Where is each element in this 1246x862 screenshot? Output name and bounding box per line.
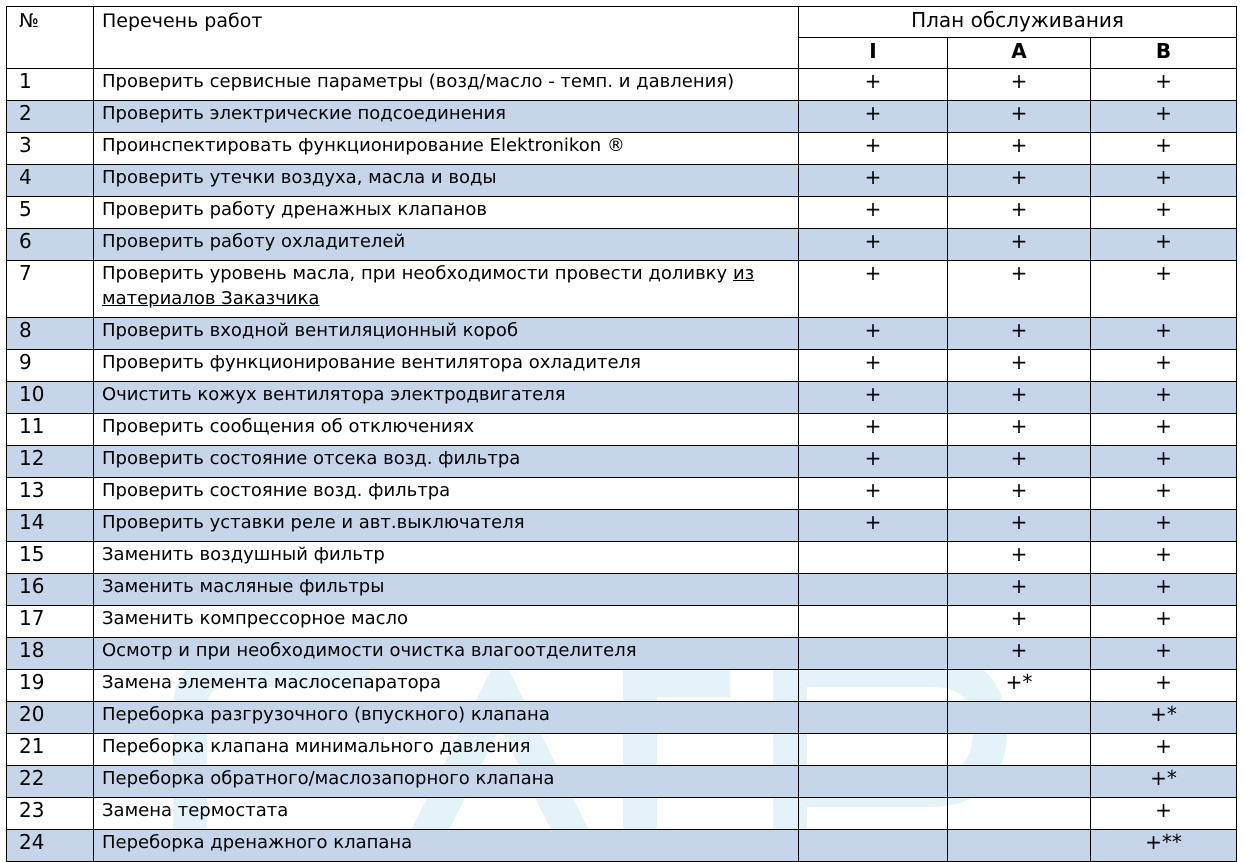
mark-a xyxy=(948,734,1091,766)
mark-b-value: + xyxy=(1155,734,1172,758)
row-number: 7 xyxy=(7,261,94,318)
mark-b xyxy=(1091,830,1237,862)
mark-i-value: + xyxy=(864,165,882,189)
mark-a-value: + xyxy=(1010,638,1028,662)
header-col-a: A xyxy=(948,38,1091,69)
mark-b-value: +** xyxy=(1145,830,1182,854)
mark-i xyxy=(799,798,948,830)
mark-b-value: + xyxy=(1155,798,1172,822)
header-col-b: B xyxy=(1091,38,1237,69)
mark-a xyxy=(948,318,1091,350)
mark-b-value: + xyxy=(1155,606,1172,630)
mark-b xyxy=(1091,261,1237,318)
mark-a xyxy=(948,382,1091,414)
row-number: 24 xyxy=(7,830,94,862)
row-number: 12 xyxy=(7,446,94,478)
row-task: Очистить кожух вентилятора электродвигателя xyxy=(94,382,799,414)
row-number: 3 xyxy=(7,133,94,165)
row-number: 18 xyxy=(7,638,94,670)
mark-i xyxy=(799,510,948,542)
mark-b xyxy=(1091,133,1237,165)
table-row xyxy=(7,197,1237,229)
table-row xyxy=(7,261,1237,318)
row-task: Проверить электрические подсоединения xyxy=(94,101,799,133)
mark-b-value: + xyxy=(1155,510,1172,534)
mark-i-value: + xyxy=(864,510,882,534)
mark-b xyxy=(1091,382,1237,414)
mark-a xyxy=(948,165,1091,197)
mark-a xyxy=(948,414,1091,446)
mark-b-value: + xyxy=(1155,101,1172,125)
row-number: 20 xyxy=(7,702,94,734)
mark-b-value: + xyxy=(1155,446,1172,470)
mark-i xyxy=(799,478,948,510)
mark-b xyxy=(1091,414,1237,446)
mark-b xyxy=(1091,638,1237,670)
mark-a xyxy=(948,510,1091,542)
mark-a-value: + xyxy=(1010,350,1028,374)
row-task: Переборка дренажного клапана xyxy=(94,830,799,862)
header-col-i: I xyxy=(799,38,948,69)
mark-b xyxy=(1091,798,1237,830)
mark-a-value: + xyxy=(1010,414,1028,438)
mark-i xyxy=(799,446,948,478)
row-number: 5 xyxy=(7,197,94,229)
mark-a-value: + xyxy=(1010,318,1028,342)
mark-a-value: + xyxy=(1010,478,1028,502)
table-row xyxy=(7,766,1237,798)
row-task: Проверить функционирование вентилятора охладителя xyxy=(94,350,799,382)
mark-i xyxy=(799,574,948,606)
row-number: 15 xyxy=(7,542,94,574)
mark-i xyxy=(799,702,948,734)
mark-a-value: +* xyxy=(1005,670,1033,694)
mark-a-value: + xyxy=(1010,510,1028,534)
row-number: 19 xyxy=(7,670,94,702)
row-task: Переборка клапана минимального давления xyxy=(94,734,799,766)
mark-i-value: + xyxy=(864,229,882,253)
row-task: Проверить входной вентиляционный короб xyxy=(94,318,799,350)
mark-a-value: + xyxy=(1010,197,1028,221)
mark-b-value: + xyxy=(1155,69,1172,93)
mark-i xyxy=(799,261,948,318)
mark-b xyxy=(1091,670,1237,702)
row-task: Заменить компрессорное масло xyxy=(94,606,799,638)
mark-i xyxy=(799,542,948,574)
row-number: 21 xyxy=(7,734,94,766)
mark-b xyxy=(1091,69,1237,101)
row-task-underlined: из материалов Заказчика xyxy=(102,263,755,309)
mark-b-value: + xyxy=(1155,478,1172,502)
mark-b xyxy=(1091,101,1237,133)
mark-i xyxy=(799,229,948,261)
mark-a xyxy=(948,542,1091,574)
mark-a xyxy=(948,702,1091,734)
mark-a-value: + xyxy=(1010,229,1028,253)
header-service-plan: План обслуживания xyxy=(799,7,1237,38)
row-number: 4 xyxy=(7,165,94,197)
row-task xyxy=(94,261,799,318)
mark-i-value: + xyxy=(864,446,882,470)
mark-b xyxy=(1091,766,1237,798)
mark-a xyxy=(948,606,1091,638)
mark-a xyxy=(948,670,1091,702)
mark-i xyxy=(799,414,948,446)
row-number: 2 xyxy=(7,101,94,133)
mark-a xyxy=(948,478,1091,510)
mark-b xyxy=(1091,734,1237,766)
table-row xyxy=(7,69,1237,101)
table-row xyxy=(7,133,1237,165)
row-task: Переборка разгрузочного (впускного) клапана xyxy=(94,702,799,734)
table-row xyxy=(7,702,1237,734)
mark-i-value: + xyxy=(864,318,882,342)
mark-i-value: + xyxy=(864,350,882,374)
mark-i-value: + xyxy=(864,101,882,125)
mark-b-value: + xyxy=(1155,638,1172,662)
mark-a-value: + xyxy=(1010,574,1028,598)
mark-b-value: + xyxy=(1155,414,1172,438)
mark-i xyxy=(799,165,948,197)
row-number: 13 xyxy=(7,478,94,510)
mark-b xyxy=(1091,229,1237,261)
mark-a-value: + xyxy=(1010,69,1028,93)
mark-i xyxy=(799,382,948,414)
mark-a xyxy=(948,830,1091,862)
row-task: Замена элемента маслосепаратора xyxy=(94,670,799,702)
mark-a xyxy=(948,798,1091,830)
mark-b-value: + xyxy=(1155,318,1172,342)
mark-a-value: + xyxy=(1010,542,1028,566)
mark-i xyxy=(799,318,948,350)
table-row xyxy=(7,670,1237,702)
mark-i xyxy=(799,133,948,165)
mark-a-value: + xyxy=(1010,133,1028,157)
mark-a xyxy=(948,350,1091,382)
mark-a xyxy=(948,229,1091,261)
mark-b xyxy=(1091,606,1237,638)
mark-a-value: + xyxy=(1010,606,1028,630)
mark-i xyxy=(799,350,948,382)
mark-a-value: + xyxy=(1010,382,1028,406)
row-number: 9 xyxy=(7,350,94,382)
table-row xyxy=(7,574,1237,606)
table-row xyxy=(7,350,1237,382)
row-number: 22 xyxy=(7,766,94,798)
mark-i xyxy=(799,197,948,229)
table-row xyxy=(7,478,1237,510)
row-number: 16 xyxy=(7,574,94,606)
mark-b xyxy=(1091,702,1237,734)
row-task: Проверить сообщения об отключениях xyxy=(94,414,799,446)
row-task: Заменить масляные фильтры xyxy=(94,574,799,606)
table-row xyxy=(7,638,1237,670)
mark-i-value: + xyxy=(864,69,882,93)
mark-a xyxy=(948,638,1091,670)
table-row xyxy=(7,165,1237,197)
mark-i xyxy=(799,830,948,862)
mark-i-value: + xyxy=(864,197,882,221)
row-number: 8 xyxy=(7,318,94,350)
mark-i xyxy=(799,766,948,798)
mark-b-value: + xyxy=(1155,542,1172,566)
row-task: Проверить работу охладителей xyxy=(94,229,799,261)
mark-i-value: + xyxy=(864,382,882,406)
mark-i xyxy=(799,638,948,670)
mark-b-value: + xyxy=(1155,197,1172,221)
table-row xyxy=(7,830,1237,862)
row-task: Проверить работу дренажных клапанов xyxy=(94,197,799,229)
mark-b-value: + xyxy=(1155,382,1172,406)
row-number: 1 xyxy=(7,69,94,101)
mark-a xyxy=(948,133,1091,165)
mark-b xyxy=(1091,510,1237,542)
mark-b xyxy=(1091,446,1237,478)
table-row xyxy=(7,382,1237,414)
row-task-text: Проверить уровень масла, при необходимости провести доливку xyxy=(102,263,733,284)
mark-b-value: + xyxy=(1155,229,1172,253)
mark-a xyxy=(948,101,1091,133)
mark-b-value: + xyxy=(1155,165,1172,189)
mark-a xyxy=(948,261,1091,318)
mark-b xyxy=(1091,165,1237,197)
row-task: Замена термостата xyxy=(94,798,799,830)
mark-b-value: + xyxy=(1155,133,1172,157)
table-row xyxy=(7,229,1237,261)
mark-i xyxy=(799,101,948,133)
mark-i-value: + xyxy=(864,414,882,438)
mark-b xyxy=(1091,350,1237,382)
mark-b-value: + xyxy=(1155,574,1172,598)
mark-b xyxy=(1091,478,1237,510)
row-task: Заменить воздушный фильтр xyxy=(94,542,799,574)
mark-i xyxy=(799,670,948,702)
mark-i xyxy=(799,606,948,638)
header-number: № xyxy=(7,7,94,69)
row-number: 10 xyxy=(7,382,94,414)
mark-b xyxy=(1091,318,1237,350)
row-number: 11 xyxy=(7,414,94,446)
mark-i-value: + xyxy=(864,261,882,285)
mark-a xyxy=(948,574,1091,606)
table-row xyxy=(7,318,1237,350)
maintenance-table xyxy=(6,6,1237,862)
row-task: Проверить сервисные параметры (возд/масло - темп. и давления) xyxy=(94,69,799,101)
row-number: 6 xyxy=(7,229,94,261)
row-task: Проверить состояние отсека возд. фильтра xyxy=(94,446,799,478)
mark-a-value: + xyxy=(1010,261,1028,285)
mark-b xyxy=(1091,542,1237,574)
mark-i xyxy=(799,69,948,101)
mark-a xyxy=(948,766,1091,798)
mark-i xyxy=(799,734,948,766)
mark-b-value: + xyxy=(1155,261,1172,285)
mark-i-value: + xyxy=(864,133,882,157)
mark-b-value: + xyxy=(1155,670,1172,694)
table-row xyxy=(7,446,1237,478)
mark-i-value: + xyxy=(864,478,882,502)
mark-a xyxy=(948,446,1091,478)
row-number: 14 xyxy=(7,510,94,542)
table-row xyxy=(7,606,1237,638)
mark-a-value: + xyxy=(1010,101,1028,125)
mark-a xyxy=(948,69,1091,101)
mark-a-value: + xyxy=(1010,446,1028,470)
mark-b-value: +* xyxy=(1150,766,1177,790)
mark-b-value: + xyxy=(1155,350,1172,374)
header-task-list: Перечень работ xyxy=(94,7,799,69)
row-task: Проинспектировать функционирование Elektronikon ® xyxy=(94,133,799,165)
table-row xyxy=(7,734,1237,766)
table-row xyxy=(7,414,1237,446)
row-task: Проверить уставки реле и авт.выключателя xyxy=(94,510,799,542)
mark-a-value: + xyxy=(1010,165,1028,189)
table-row xyxy=(7,542,1237,574)
row-task: Осмотр и при необходимости очистка влагоотделителя xyxy=(94,638,799,670)
row-task: Проверить состояние возд. фильтра xyxy=(94,478,799,510)
row-task: Переборка обратного/маслозапорного клапана xyxy=(94,766,799,798)
table-row xyxy=(7,101,1237,133)
table-row xyxy=(7,510,1237,542)
row-task: Проверить утечки воздуха, масла и воды xyxy=(94,165,799,197)
mark-a xyxy=(948,197,1091,229)
row-number: 23 xyxy=(7,798,94,830)
row-number: 17 xyxy=(7,606,94,638)
mark-b xyxy=(1091,574,1237,606)
mark-b xyxy=(1091,197,1237,229)
mark-b-value: +* xyxy=(1150,702,1177,726)
table-row xyxy=(7,798,1237,830)
